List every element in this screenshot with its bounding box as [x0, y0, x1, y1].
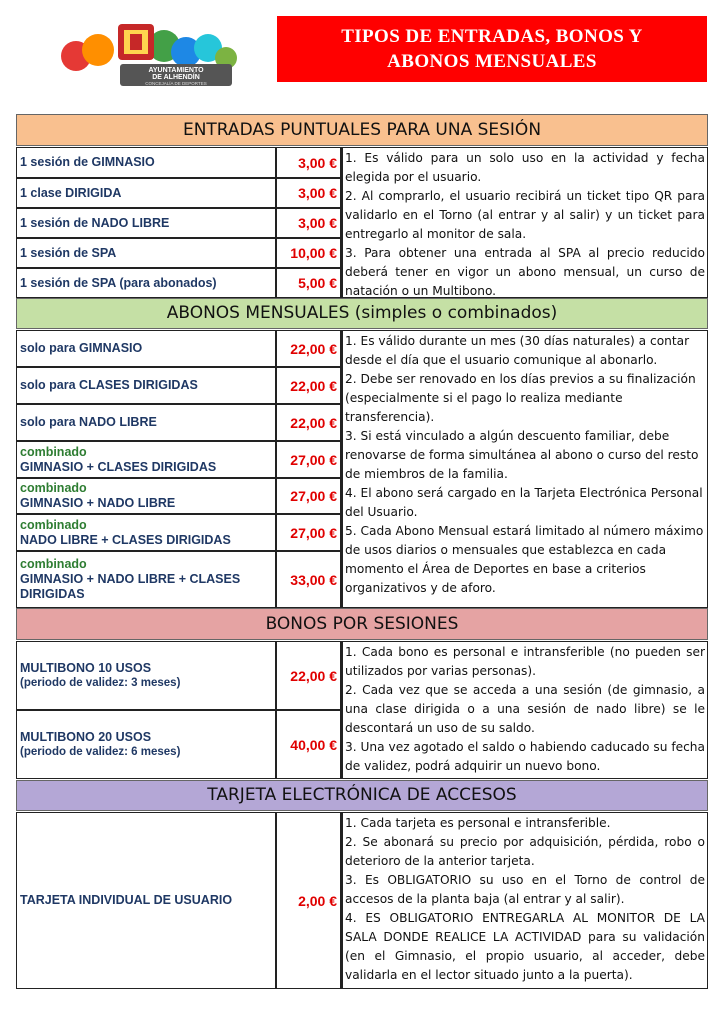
note-item: 5. Cada Abono Mensual estará limitado al número máximo de usos diarios o mensuales que establezca en cada momento el Área de Deportes en base a criterios organizativos y de aforo.	[345, 524, 704, 595]
combinado-tag: combinado	[20, 481, 87, 495]
bonos-notes	[341, 641, 708, 779]
abono-label: GIMNASIO + CLASES DIRIGIDAS	[20, 459, 217, 474]
section-header-abonos: ABONOS MENSUALES (simples o combinados)	[16, 298, 708, 329]
entrada-label: 1 sesión de SPA (para abonados)	[20, 275, 217, 290]
bono-row-10	[16, 641, 275, 710]
entrada-label: 1 clase DIRIGIDA	[20, 185, 122, 200]
abono-price: 22,00 €	[275, 404, 341, 441]
entrada-price-spa-abonados: 5,00 €	[275, 268, 341, 298]
tarjeta-row	[16, 812, 275, 989]
note-item: 2. Debe ser renovado en los días previos a su finalización (especialmente si el pago lo realiza mediante transferencia).	[345, 372, 696, 424]
combinado-tag: combinado	[20, 444, 87, 459]
note-item: 1. Cada bono es personal e intransferible (no pueden ser utilizados por varias personas).	[345, 645, 705, 678]
note-item: 1. Cada tarjeta es personal e intransferible.	[345, 816, 611, 830]
tarjeta-price: 2,00 €	[275, 812, 341, 989]
bono-validity: (periodo de validez: 3 meses)	[20, 676, 181, 689]
abono-label: NADO LIBRE + CLASES DIRIGIDAS	[20, 532, 231, 547]
abono-row-combinado	[16, 551, 275, 608]
note-item: 1. Es válido durante un mes (30 días naturales) a contar desde el día que el usuario comunique al abonarlo.	[345, 334, 690, 367]
entradas-notes	[341, 147, 708, 298]
abono-price: 33,00 €	[275, 551, 341, 608]
abono-row-combinado	[16, 478, 275, 514]
tarjeta-notes	[341, 812, 708, 989]
abono-label: GIMNASIO + NADO LIBRE	[20, 496, 176, 510]
note-item: 3. Es OBLIGATORIO su uso en el Torno de control de accesos de la planta baja (al entrar y al salir).	[345, 873, 705, 906]
note-item: 2. Se abonará su precio por adquisición, pérdida, robo o deterioro de la anterior tarjeta.	[345, 835, 705, 868]
entrada-label: 1 sesión de SPA	[20, 245, 117, 260]
section-header-tarjeta: TARJETA ELECTRÓNICA DE ACCESOS	[16, 780, 708, 811]
bono-price-20: 40,00 €	[275, 710, 341, 779]
logo-caption-1: AYUNTAMIENTO	[148, 67, 204, 74]
entrada-price-nado: 3,00 €	[275, 208, 341, 238]
note-item: 3. Una vez agotado el saldo o habiendo caducado su fecha de validez, podrá adquirir un nuevo bono.	[345, 740, 705, 773]
abono-price: 27,00 €	[275, 514, 341, 551]
page-title	[277, 16, 707, 82]
note-item: 2. Cada vez que se acceda a una sesión (de gimnasio, a una clase dirigida o a una sesión de nado libre) se le descontará un uso de su saldo.	[345, 683, 705, 735]
abonos-notes	[341, 330, 708, 608]
abono-label: solo para CLASES DIRIGIDAS	[20, 378, 198, 392]
abono-row	[16, 367, 275, 404]
entrada-row-gimnasio	[16, 147, 275, 178]
entrada-row-nado	[16, 208, 275, 238]
entrada-row-spa	[16, 238, 275, 268]
bono-label: MULTIBONO 10 USOS	[20, 660, 152, 675]
section-header-bonos: BONOS POR SESIONES	[16, 608, 708, 640]
note-item: 4. ES OBLIGATORIO ENTREGARLA AL MONITOR DE LA SALA DONDE REALICE LA ACTIVIDAD para su validación (en el Gimnasio, el propio usuario, al acceder, debe validarla en el lector situado junto a la puerta).	[345, 911, 705, 982]
section-header-entradas: ENTRADAS PUNTUALES PARA UNA SESIÓN	[16, 114, 708, 146]
combinado-tag: combinado	[20, 557, 87, 571]
abono-price: 27,00 €	[275, 441, 341, 478]
title-line-2: ABONOS MENSUALES	[387, 51, 597, 72]
note-item: 4. El abono será cargado en la Tarjeta Electrónica Personal del Usuario.	[345, 486, 703, 519]
abono-row-combinado	[16, 514, 275, 551]
entrada-price-spa: 10,00 €	[275, 238, 341, 268]
combinado-tag: combinado	[20, 517, 87, 532]
note-item: 3. Para obtener una entrada al SPA al precio reducido deberá tener en vigor un abono mensual, un curso de natación o un Multibono.	[345, 246, 705, 298]
note-item: 3. Si está vinculado a algún descuento familiar, debe renovarse de forma simultánea al abono o curso del resto de miembros de la familia.	[345, 429, 699, 481]
abono-label: solo para NADO LIBRE	[20, 415, 157, 429]
bono-validity: (periodo de validez: 6 meses)	[20, 745, 181, 758]
logo-caption-2: DE ALHENDÍN	[152, 74, 200, 81]
entrada-row-dirigida	[16, 178, 275, 208]
abono-price: 22,00 €	[275, 330, 341, 367]
tarjeta-label: TARJETA INDIVIDUAL DE USUARIO	[20, 893, 233, 907]
entrada-label: 1 sesión de GIMNASIO	[20, 155, 155, 169]
abono-row	[16, 404, 275, 441]
abono-row-combinado	[16, 441, 275, 478]
bono-price-10: 22,00 €	[275, 641, 341, 710]
bono-row-20	[16, 710, 275, 779]
abono-price: 27,00 €	[275, 478, 341, 514]
entrada-row-spa-abonados	[16, 268, 275, 298]
abono-price: 22,00 €	[275, 367, 341, 404]
note-item: 2. Al comprarlo, el usuario recibirá un ticket tipo QR para validarlo en el Torno (al entrar y al salir) y un ticket para entregarlo al monitor de sala.	[345, 189, 705, 241]
entrada-price-dirigida: 3,00 €	[275, 178, 341, 208]
ayuntamiento-logo	[58, 20, 238, 88]
bono-label: MULTIBONO 20 USOS	[20, 729, 152, 744]
abono-label: solo para GIMNASIO	[20, 341, 143, 355]
entrada-price-gimnasio: 3,00 €	[275, 147, 341, 178]
entrada-label: 1 sesión de NADO LIBRE	[20, 215, 170, 230]
logo-caption-3: CONCEJALÍA DE DEPORTES	[145, 81, 207, 86]
note-item: 1. Es válido para un solo uso en la actividad y fecha elegida por el usuario.	[345, 151, 705, 184]
abono-label: GIMNASIO + NADO LIBRE + CLASES DIRIGIDAS	[20, 572, 241, 601]
abono-row	[16, 330, 275, 367]
title-line-1: TIPOS DE ENTRADAS, BONOS Y	[341, 26, 643, 47]
